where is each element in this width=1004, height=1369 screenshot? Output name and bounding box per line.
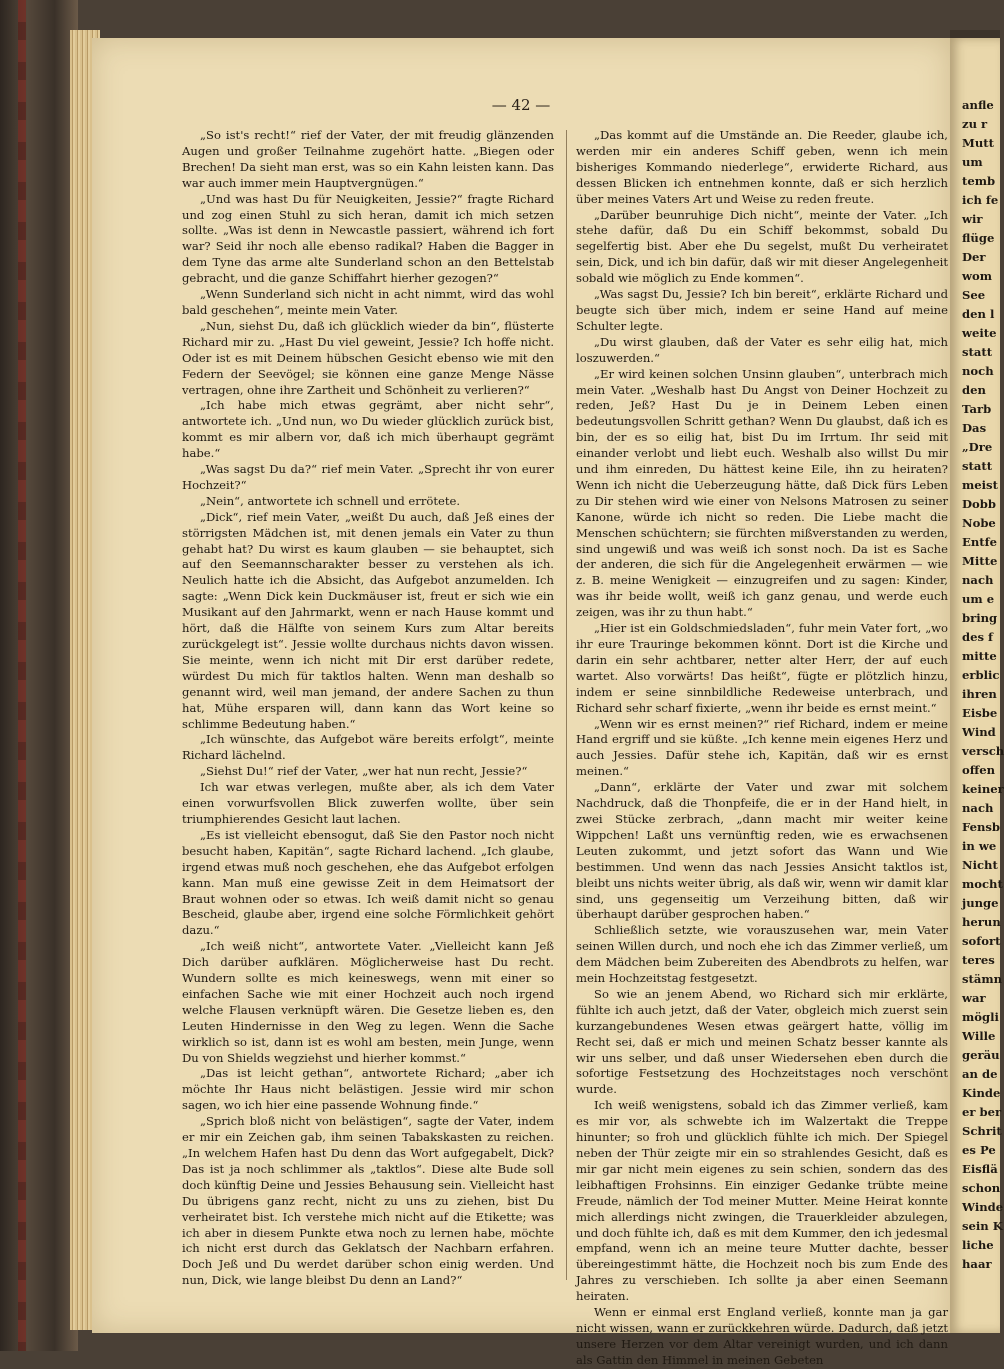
paragraph: „Ich habe mich etwas gegrämt, aber nicht sehr“, antwortete ich. „Und nun, wo Du wieder glücklich zurück bist, kommt es mir albern vor, daß ich mich überhaupt gegrämt habe.“	[182, 398, 554, 461]
next-page-fragment: flüge	[962, 231, 995, 245]
next-page-fragment: war	[962, 991, 986, 1005]
paragraph: Ich war etwas verlegen, mußte aber, als ich dem Vater einen vorwurfsvollen Blick zuwerfen wollte, über sein triumphierendes Gesicht laut lachen.	[182, 780, 554, 826]
next-page-fragment: Mutt	[962, 136, 994, 150]
next-page-fragment: wir	[962, 212, 983, 226]
paragraph: „Er wird keinen solchen Unsinn glauben“, unterbrach mich mein Vater. „Weshalb hast Du Angst von Deiner Hochzeit zu reden, Jeß? Hast Du je in Deinem Leben einen bedeutungsvollen Schritt gethan? Wenn Du glaubst, daß ich es bin, der es so eilig hat, bist Du im Irrtum. Ihr seid mit einander verlobt und liebt euch. Weshalb also willst Du mir und ihm einreden, Du hättest keine Eile, ihn zu heiraten? Wenn ich nicht die Ueberzeugung hätte, daß Dick fürs Leben zu Dir stehen wird wie einer von Nelsons Matrosen zu seiner Kanone, würde ich nicht so reden. Die Liebe macht die Menschen schüchtern; sie fürchten mißverstanden zu werden, sind ungewiß und was weiß ich sonst noch. Da ist es Sache der anderen, die sich für die Angelegenheit erwärmen — wie z. B. meine Wenigkeit — einzugreifen und zu sagen: Kinder, was ihr beide wollt, weiß ich ganz genau, und werde euch zeigen, was ihr zu thun habt.“	[576, 366, 948, 620]
next-page-fragment: Kinde	[962, 1086, 1001, 1100]
paragraph: „Hier ist ein Goldschmiedsladen“, fuhr mein Vater fort, „wo ihr eure Trauringe bekommen könnt. Dort ist die Kirche und darin ein sehr achtbarer, netter alter Herr, der auf euch wartet. Also vorwärts! Das heißt“, fügte er plötzlich hinzu, indem er seine sinnbildliche Redeweise unterbrach, und Richard sehr scharf fixierte, „wenn ihr beide es ernst meint.“	[576, 621, 948, 715]
page-number: — 42 —	[491, 96, 551, 114]
next-page-fragment: sofort	[962, 934, 1001, 948]
paragraph: So wie an jenem Abend, wo Richard sich mir erklärte, fühlte ich auch jetzt, daß der Vater, obgleich mich zuerst sein kurzangebundenes Wesen etwas geärgert hatte, völlig im Recht sei, daß er mich und meinen Schatz besser kannte als wir uns selber, und daß unser Wiedersehen eben durch die sofortige Festsetzung des Hochzeitstages noch verschönt wurde.	[576, 986, 948, 1097]
paragraph: „Sprich bloß nicht von belästigen“, sagte der Vater, indem er mir ein Zeichen gab, ihm seinen Tabakskasten zu reichen. „In welchem Hafen hast Du denn das Wort aufgegabelt, Dick? Das ist ja noch schlimmer als „taktlos“. Diese alte Bude soll doch künftig Deine und Jessies Behausung sein. Vielleicht hast Du übrigens ganz recht, nicht zu uns zu ziehen, bist Du verheiratet bist. Ich verstehe mich nicht auf die Etikette; was ich aber in diesem Punkte etwa noch zu lernen habe, möchte ich nicht erst durch das Geklatsch der Nachbarn erfahren. Doch Jeß und Du werdet darüber schon einig werden. Und nun, Dick, wie lange bleibst Du denn an Land?“	[182, 1114, 554, 1288]
next-page-fragment: ihren	[962, 687, 997, 701]
next-page-fragment: stämn	[962, 972, 1003, 986]
next-page-fragment: ich fe	[962, 193, 999, 207]
paragraph: Ich weiß wenigstens, sobald ich das Zimmer verließ, kam es mir vor, als schwebte ich im Walzertakt die Treppe hinunter; so froh und glücklich fühlte ich mich. Der Spiegel neben der Thür zeigte mir ein so strahlendes Gesicht, daß es mir gar nicht mein eigenes zu sein schien, sondern das des leibhaftigen Frohsinns. Ein einziger Gedanke trübte meine Freude, nämlich der Tod meiner Mutter. Meine Heirat konnte mich allerdings nicht zwingen, die Trauerkleider abzulegen, und doch fühlte ich, daß es mit dem Kummer, den ich jedesmal empfand, wenn ich an meine teure Mutter dachte, besser übereingestimmt hätte, die Hochzeit noch bis zum Ende des Jahres zu verschieben. Ich sollte ja aber einen Seemann heiraten.	[576, 1098, 948, 1304]
paragraph: „Dann“, erklärte der Vater und zwar mit solchem Nachdruck, daß die Thonpfeife, die er in der Hand hielt, in zwei Stücke zerbrach, „dann macht mir weiter keine Wippchen! Laßt uns vernünftig reden, wie es erwachsenen Leuten zukommt, und jetzt sofort das Wann und Wie bestimmen. Und wenn das nach Jessies Ansicht taktlos ist, bleibt uns nichts weiter übrig, als daß wir, wenn wir damit klar sind, uns gegenseitig um Verzeihung bitten, daß wir überhaupt darüber gesprochen haben.“	[576, 780, 948, 922]
next-page-fragment: Eisflä	[962, 1162, 998, 1176]
next-page-fragment: wom	[962, 269, 992, 283]
next-page-fragment: nach	[962, 801, 994, 815]
next-page-fragment: Mitte	[962, 554, 998, 568]
next-page-fragment: bring	[962, 611, 998, 625]
next-page-fragment: geräu	[962, 1048, 1000, 1062]
paragraph: „So ist's recht!“ rief der Vater, der mit freudig glänzenden Augen und großer Teilnahme zugehört hatte. „Biegen oder Brechen! Da sieht man erst, was so ein Kahn leisten kann. Das war auch immer mein Hauptvergnügen.“	[182, 128, 554, 190]
next-page-fragment: Winde	[962, 1200, 1004, 1214]
next-page-fragment: Nobe	[962, 516, 996, 530]
next-page-fragment: noch	[962, 364, 994, 378]
next-page-fragment: an de	[962, 1067, 998, 1081]
newspaper-page	[92, 38, 950, 1367]
next-page-fragment: Wind	[962, 725, 996, 739]
next-page-fragment: in we	[962, 839, 997, 853]
paragraph: „Nein“, antwortete ich schnell und errötete.	[200, 493, 461, 508]
paragraph: „Das ist leicht gethan“, antwortete Richard; „aber ich möchte Ihr Haus nicht belästigen. Jessie wird mir schon sagen, wo ich hier eine passende Wohnung finde.“	[182, 1066, 554, 1113]
next-page-fragment: meist	[962, 478, 998, 492]
next-page-fragment: des f	[962, 630, 994, 644]
paragraph: „Was sagst Du da?“ rief mein Vater. „Sprecht ihr von eurer Hochzeit?“	[182, 462, 554, 492]
next-page-fragment: Wille	[962, 1029, 996, 1043]
left-column	[182, 128, 554, 1289]
paragraph: „Es ist vielleicht ebensogut, daß Sie den Pastor noch nicht besucht haben, Kapitän“, sagte Richard lachend. „Ich glaube, irgend etwas muß noch geschehen, ehe das Aufgebot erfolgen kann. Man muß eine gewisse Zeit in dem Heimatsort der Braut wohnen oder so etwas. Ich weiß damit nicht so genau Bescheid, glaube aber, irgend eine solche Förmlichkeit gehört dazu.“	[182, 827, 554, 938]
next-page-fragment: weite	[962, 326, 997, 340]
paragraph: „Ich wünschte, das Aufgebot wäre bereits erfolgt“, meinte Richard lächelnd.	[182, 732, 554, 763]
next-page-fragment: Schrit	[962, 1124, 1002, 1138]
next-page-fragment: Das	[962, 421, 987, 435]
paragraph: „Wenn Sunderland sich nicht in acht nimmt, wird das wohl bald geschehen“, meinte mein Vater.	[182, 287, 554, 317]
next-page-fragment: nach	[962, 573, 994, 587]
paragraph: „Nun, siehst Du, daß ich glücklich wieder da bin“, flüsterte Richard mir zu. „Hast Du viel geweint, Jessie? Ich hoffe nicht. Oder ist es mit Deinem hübschen Gesicht ebenso wie mit den Federn der Seevögel; sie können eine ganze Menge Nässe vertragen, ohne ihre Zartheit und Schönheit zu verlieren?“	[182, 318, 554, 397]
next-page-fragment: mitte	[962, 649, 997, 663]
next-page-fragment: er ber	[962, 1105, 1002, 1119]
next-page-fragment: statt	[962, 459, 993, 473]
next-page-fragment: Fensb	[962, 820, 1001, 834]
next-page-fragment: Tarb	[962, 402, 992, 416]
next-page-fragment: anfle	[962, 98, 994, 112]
paragraph: „Wenn wir es ernst meinen?“ rief Richard, indem er meine Hand ergriff und sie küßte. „Ich kenne mein eigenes Herz und auch Jessies. Dafür stehe ich, Kapitän, daß wir es ernst meinen.“	[576, 716, 948, 779]
next-page-fragment: Entfe	[962, 535, 997, 549]
paragraph: „Du wirst glauben, daß der Vater es sehr eilig hat, mich loszuwerden.“	[576, 334, 948, 365]
next-page-fragment: den l	[962, 307, 995, 321]
next-page-fragment: teres	[962, 953, 995, 967]
next-page-fragment: Dobb	[962, 497, 997, 511]
next-page-fragment: um e	[962, 592, 995, 606]
next-page-fragment: Nicht	[962, 858, 998, 872]
next-page-fragment: sein K	[962, 1219, 1003, 1233]
binding-stripe	[18, 0, 26, 1351]
next-page-fragment: mögli	[962, 1010, 999, 1024]
next-page-fragment: zu r	[962, 117, 988, 131]
next-page-fragment: Der	[962, 250, 986, 264]
next-page-fragment: temb	[962, 174, 996, 188]
next-page-fragment: mocht	[962, 877, 1003, 891]
paragraph: „Was sagst Du, Jessie? Ich bin bereit“, erklärte Richard und beugte sich über mich, indem er seine Hand auf meine Schulter legte.	[576, 287, 948, 333]
next-page-fragment: offen	[962, 763, 996, 777]
paragraph: Wenn er einmal erst England verließ, konnte man ja gar nicht wissen, wann er zurückkehren würde. Dadurch, daß jetzt unsere Herzen vor dem Altar vereinigt wurden, und ich dann als Gattin den Himmel in meinen Gebeten	[576, 1305, 948, 1367]
adjacent-page-edge	[950, 38, 1004, 1333]
paragraph: „Darüber beunruhige Dich nicht“, meinte der Vater. „Ich stehe dafür, daß Du ein Schiff bekommst, sobald Du segelfertig bist. Aber ehe Du segelst, mußt Du verheiratet sein, Dick, und ich bin dafür, daß wir mit dieser Angelegenheit sobald wie möglich zu Ende kommen“.	[576, 207, 948, 286]
next-page-fragment: Eisbe	[962, 706, 998, 720]
column-rule	[566, 130, 567, 1280]
next-page-fragment: See	[962, 288, 986, 302]
next-page-fragment: keiner	[962, 782, 1004, 796]
next-page-fragment: es Pe	[962, 1143, 996, 1157]
next-page-fragment: um	[962, 155, 983, 169]
paragraph: „Und was hast Du für Neuigkeiten, Jessie?“ fragte Richard und zog einen Stuhl zu sich heran, damit ich mich setzen sollte. „Was ist denn in Newcastle passiert, während ich fort war? Seid ihr noch alle ebenso radikal? Haben die Bagger in dem Tyne das arme alte Sunderland schon an den Bettelstab gebracht, und die ganze Schiffahrt hierher gezogen?“	[182, 191, 554, 286]
paragraph: „Das kommt auf die Umstände an. Die Reeder, glaube ich, werden mir ein anderes Schiff geben, wenn ich mein bisheriges Kommando niederlege“, erwiderte Richard, aus dessen Blicken ich entnehmen konnte, daß er sich herzlich über meines Vaters Art und Weise zu reden freute.	[576, 128, 948, 206]
next-page-fragment: liche	[962, 1238, 994, 1252]
paragraph: „Dick“, rief mein Vater, „weißt Du auch, daß Jeß eines der störrigsten Mädchen ist, mit denen jemals ein Vater zu thun gehabt hat? Du wirst es kaum glauben — sie behauptet, sich auf den Seemannscharakter besser zu verstehen als ich. Neulich hatte ich die Absicht, das Aufgebot anzumelden. Ich sagte: „Wenn Dick kein Duckmäuser ist, freut er sich wie ein Musikant auf den Jahrmarkt, wenn er nach Hause kommt und hört, daß die Hälfte von seinem Kurs zum Altar bereits zurückgelegt ist“. Jessie wollte durchaus nichts davon wissen. Sie meinte, wenn ich nicht mit Dir erst darüber redete, würdest Du mich für taktlos halten. Wenn man deshalb so genannt wird, weil man jemand, der andere Sachen zu thun hat, Mühe ersparen will, dann kann das Wort keine so schlimme Bedeutung haben.“	[182, 509, 554, 731]
next-page-fragment: „Dre	[962, 440, 993, 454]
paragraph: „Siehst Du!“ rief der Vater, „wer hat nun recht, Jessie?“	[200, 764, 528, 779]
next-page-fragment: statt	[962, 345, 993, 359]
next-page-fragment: herun	[962, 915, 1001, 929]
next-page-fragment: den	[962, 383, 986, 397]
next-page-fragment: haar	[962, 1257, 992, 1271]
next-page-fragment: junge	[962, 896, 999, 910]
next-page-fragment: versch	[962, 744, 1004, 758]
paragraph: Schließlich setzte, wie vorauszusehen war, mein Vater seinen Willen durch, und noch ehe ich das Zimmer verließ, um dem Mädchen beim Zubereiten des Abendbrots zu helfen, war mein Hochzeitstag festgesetzt.	[576, 923, 948, 986]
next-page-fragment: schon	[962, 1181, 1001, 1195]
book-binding	[0, 0, 78, 1351]
right-column	[576, 128, 948, 1369]
paragraph: „Ich weiß nicht“, antwortete Vater. „Vielleicht kann Jeß Dich darüber aufklären. Möglicherweise hast Du recht. Wundern sollte es mich keineswegs, wenn mit einer so einfachen Sache wie mit einer Hochzeit auch noch irgend welche Flausen verknüpft wären. Die Gesetze lieben es, den Leuten Hindernisse in den Weg zu legen. Wenn die Sache wirklich so ist, dann ist es wohl am besten, mein Junge, wenn Du von Shields wegziehst und hierher kommst.“	[182, 939, 554, 1065]
next-page-fragment: erblic	[962, 668, 1000, 682]
